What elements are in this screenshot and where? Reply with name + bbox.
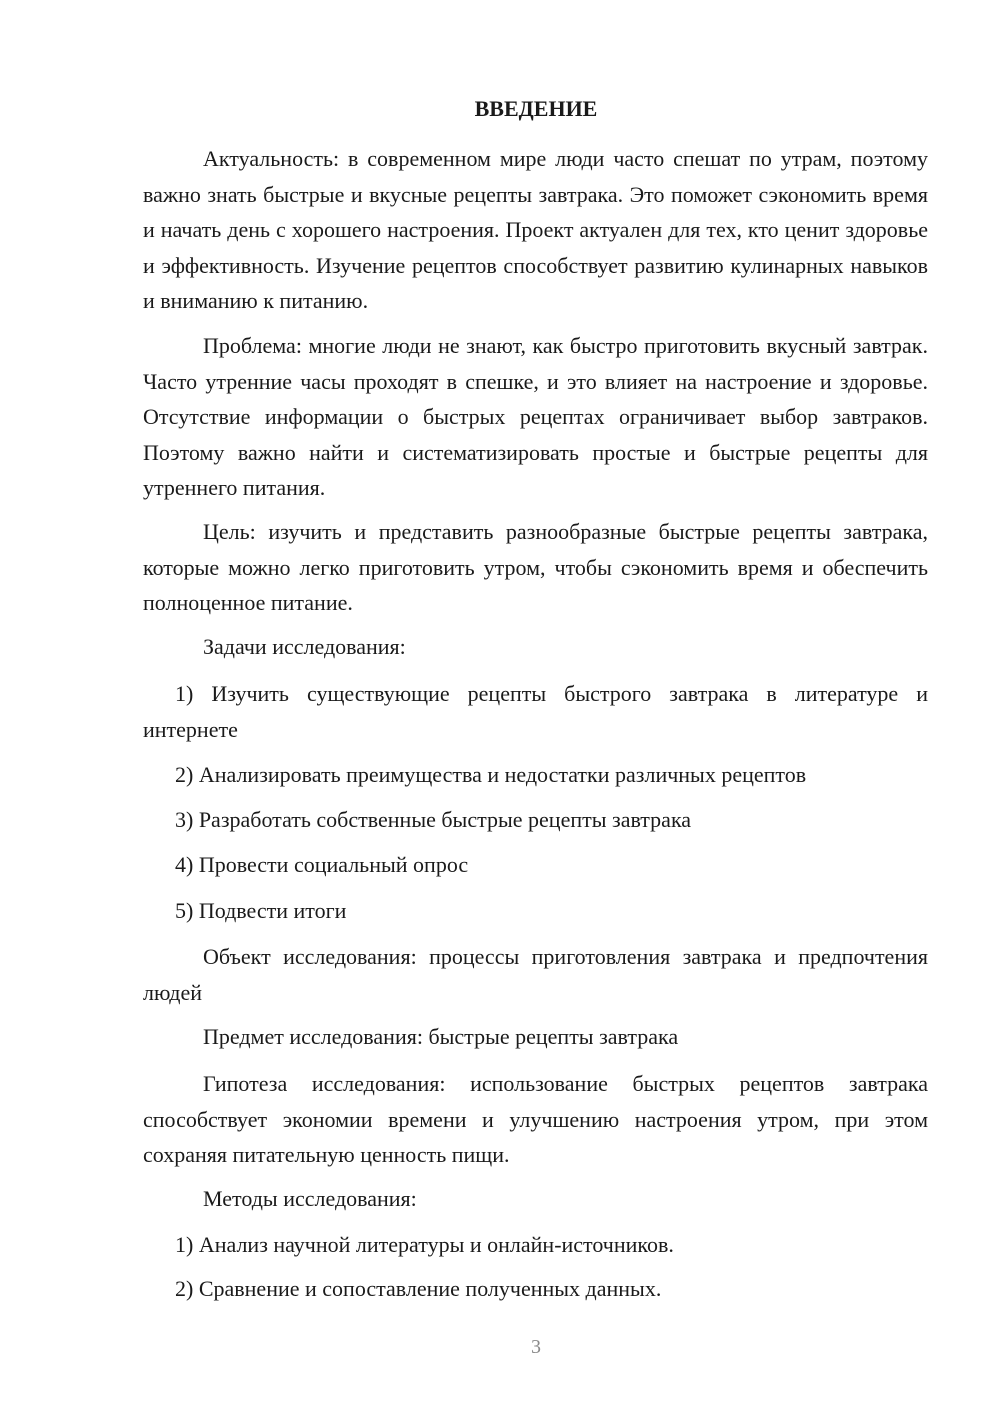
tasks-heading: Задачи исследования:: [203, 634, 406, 659]
task-item-4: 4) Провести социальный опрос: [175, 852, 469, 877]
problem-paragraph: Проблема: многие люди не знают, как быстро приготовить вкусный завтрак. Часто утренние часы проходят в спешке, и это влияет на настроение и здоровье. Отсутствие информации о быстрых рецептах ограничивает выбор завтраков. Поэтому важно найти и систематизировать простые и быстрые рецепты для утреннего питания.: [143, 333, 928, 500]
object-paragraph: Объект исследования: процессы приготовления завтрака и предпочтения людей: [143, 944, 928, 1005]
task-item-3: 3) Разработать собственные быстрые рецепты завтрака: [175, 807, 692, 832]
goal-paragraph: Цель: изучить и представить разнообразные быстрые рецепты завтрака, которые можно легко приготовить утром, чтобы сэкономить время и обеспечить полноценное питание.: [143, 519, 928, 615]
subject-paragraph: Предмет исследования: быстрые рецепты завтрака: [203, 1024, 679, 1049]
page-number: 3: [531, 1336, 541, 1358]
hypothesis-paragraph: Гипотеза исследования: использование быстрых рецептов завтрака способствует экономии времени и улучшению настроения утром, при этом сохраняя питательную ценность пищи.: [143, 1071, 928, 1167]
relevance-paragraph: Актуальность: в современном мире люди часто спешат по утрам, поэтому важно знать быстрые и вкусные рецепты завтрака. Это поможет сэкономить время и начать день с хорошего настроения. Проект актуален для тех, кто ценит здоровье и эффективность. Изучение рецептов способствует развитию кулинарных навыков и вниманию к питанию.: [143, 146, 928, 313]
task-item-1: 1) Изучить существующие рецепты быстрого завтрака в литературе и интернете: [143, 681, 928, 742]
methods-heading: Методы исследования:: [203, 1186, 417, 1211]
method-item-1: 1) Анализ научной литературы и онлайн-источников.: [175, 1232, 674, 1257]
task-item-2: 2) Анализировать преимущества и недостатки различных рецептов: [175, 762, 807, 787]
page-title: ВВЕДЕНИЕ: [474, 96, 598, 121]
method-item-2: 2) Сравнение и сопоставление полученных данных.: [175, 1276, 662, 1301]
task-item-5: 5) Подвести итоги: [175, 898, 347, 923]
